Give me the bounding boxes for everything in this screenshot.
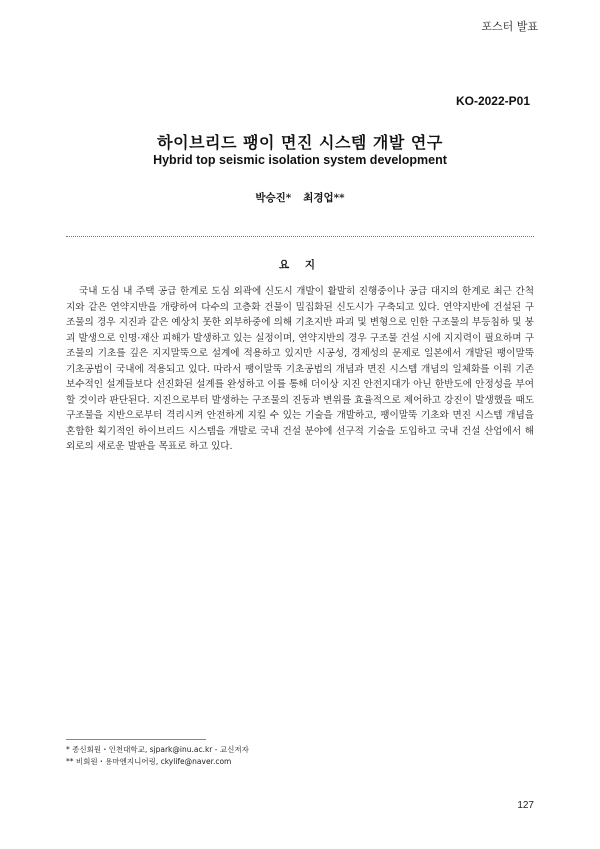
abstract-heading: 요 지 [279, 259, 321, 271]
author-name: 박승진* [255, 192, 292, 204]
author-name: 최경업** [303, 192, 345, 204]
title-english: Hybrid top seismic isolation system development [153, 153, 447, 167]
footnote: * 종신회원・인천대학교, sjpark@inu.ac.kr - 교신저자 [66, 745, 249, 754]
author-list [0, 190, 600, 205]
abstract-body: 국내 도심 내 주택 공급 한계로 도심 외곽에 신도시 개발이 활발히 진행중이나 공급 대지의 한계로 최근 간척지와 같은 연약지반을 개량하여 다수의 고층화 건물이 밀집화된 신도시가 구축되고 있다. 연약지반에 건설된 구조물의 경우 지진과 같은 예상치 못한 외부하중에 의해 기초지반 파괴 및 변형으로 인한 구조물의 부등침하 및 붕괴 발생으로 인명·재산 피해가 발생하고 있는 실정이며, 연약지반의 경우 구조물 건설 시에 지지력이 필요하며 구조물의 기초를 깊은 지지말뚝으로 설계에 적용하고 있지만 시공성, 경제성의 문제로 일본에서 개발된 팽이말뚝 기초공법이 국내에 적용되고 있다. 따라서 팽이말뚝 기초공법의 개념과 면진 시스템 개념의 일체화를 이뤄 기존 보수적인 설계들보다 선진화된 설계를 완성하고 이를 통해 더이상 지진 안전지대가 아닌 한반도에 안정성을 부여할 것이라 판단된다. 지진으로부터 발생하는 구조물의 진동과 변위를 효율적으로 제어하고 강진이 발생했을 때도 구조물을 지반으로부터 격리시켜 안전하게 지킬 수 있는 기술을 개발하고, 팽이말뚝 기초와 면진 시스템 개념을 혼합한 획기적인 하이브리드 시스템을 개발로 국내 건설 분야에 선구적 기술을 도입하고 국내 건설 산업에서 해외로의 새로운 발판을 목표로 하고 있다. [66, 286, 534, 452]
section-tag: 포스터 발표 [481, 20, 538, 33]
section-divider [66, 236, 534, 237]
footnote: ** 비회원・용마엔지니어링, ckylife@naver.com [66, 757, 232, 766]
paper-code: KO-2022-P01 [455, 94, 530, 108]
page-number: 127 [517, 800, 534, 811]
footnote-divider [66, 739, 206, 740]
title-korean: 하이브리드 팽이 면진 시스템 개발 연구 [157, 133, 443, 152]
